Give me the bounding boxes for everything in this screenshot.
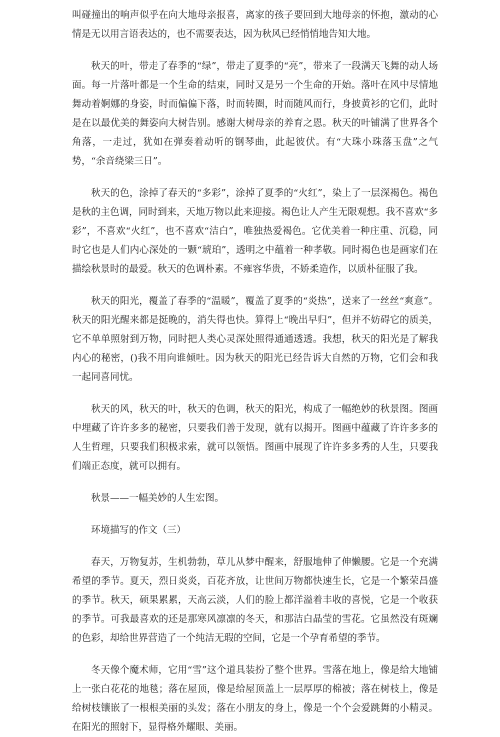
document-page (0, 6, 500, 733)
paragraph-continuation: 叫碰撞出的响声似乎在向大地母亲报喜，离家的孩子要回到大地母亲的怀抱，激动的心情是无以用言语表达的，也不需要表达，因为秋风已经悄悄地告知大地。 (72, 10, 438, 40)
paragraph-autumn-color: 秋天的色，涂掉了春天的“多彩”，涂掉了夏季的“火红”，染上了一层深褐色。褐色是秋的主色调，同时到来，天地万物以此来迎接。褐色让人产生无限观想。我不喜欢“多彩”，不喜欢“火红”，也不喜欢“洁白”，唯独热爱褐色。它优美着一种庄重、沉稳，同时它也是人们内心深处的一颗“琥珀”，透明之中蕴着一种孝敬。同时褐色也是画家们在描绘秋景时的最爱。秋天的色调朴素。不雍容华贵，不娇柔造作，以质朴征服了我。 (72, 188, 438, 275)
paragraph-autumn-leaves: 秋天的叶，带走了春季的“绿”，带走了夏季的“亮”，带来了一段满天飞舞的动人场面。每一片落叶都是一个生命的结束，同时又是另一个生命的开始。落叶在风中尽情地舞动着婀娜的身姿，时而偏偏下落，时而转圈，时而随风而行，身披黄衫的它们，此时是在以最优美的舞姿向大树告别。感谢大树母亲的养育之恩。秋天的叶铺满了世界各个角落，一走过，犹如在弹奏着动听的钢琴曲，此起彼伏。有“大珠小珠落玉盘”之气势，“余音绕梁三日”。 (72, 61, 438, 167)
paragraph-summary-line: 秋景——一幅美妙的人生宏图。 (91, 493, 225, 504)
paragraph-gap (72, 279, 438, 292)
paragraph-winter-magician: 冬天像个魔术师，它用“雪”这个道具装扮了整个世界。雪落在地上，像是给大地铺上一张白花花的地毯；落在屋顶，像是给屋顶盖上一层厚厚的棉被；落在树枝上，像是给树枝镶嵌了一根根美丽的头发；落在小朋友的身上，像是一个个会爱跳舞的小精灵。在阳光的照射下，显得格外耀眼、美丽。 (72, 665, 438, 733)
paragraph-autumn-scene: 秋天的风，秋天的叶，秋天的色调，秋天的阳光，构成了一幅绝妙的秋景图。图画中埋藏了许许多多的秘密，只要我们善于发现，就有以揭开。图画中蕴藏了许许多多的人生哲理，只要我们积极求索，就可以领悟。图画中展现了许许多多秀的人生，只要我们端正态度，就可以拥有。 (72, 404, 438, 472)
paragraph-gap (72, 508, 438, 521)
paragraph-gap (72, 387, 438, 400)
section-heading: 环境描写的作文（三） (91, 525, 187, 536)
paragraph-gap (72, 648, 438, 661)
paragraph-four-seasons: 春天，万物复苏，生机勃勃，草儿从梦中醒来，舒服地伸了伸懒腰。它是一个充满希望的季节。夏天，烈日炎炎，百花齐放，让世间万物都快速生长，它是一个繁荣昌盛的季节。秋天，硕果累累，天高云淡，人们的脸上都洋溢着丰收的喜悦，它是一个收获的季节。可我最喜欢的还是那寒风凛凛的冬天，和那洁白晶莹的雪花。它虽然没有斑斓的色彩，却给世界营造了一个纯洁无瑕的空间，它是一个孕育希望的季节。 (72, 557, 438, 644)
paragraph-autumn-sunlight: 秋天的阳光，覆盖了春季的“温暖”，覆盖了夏季的“炎热”，送来了一丝丝“爽意”。秋天的阳光醒来都是挺晚的，消失得也快。算得上“晚出早归”，但并不妨碍它的质美，它不单单照射到万物，同时把人类心灵深处照得通通透透。我想，秋天的阳光是了解我内心的秘密，()我不用向谁倾吐。因为秋天的阳光已经告诉大自然的万物，它们会和我一起同喜同忧。 (72, 296, 438, 383)
paragraph-gap (72, 540, 438, 553)
paragraph-gap (72, 44, 438, 57)
paragraph-gap (72, 476, 438, 489)
paragraph-gap (72, 171, 438, 184)
